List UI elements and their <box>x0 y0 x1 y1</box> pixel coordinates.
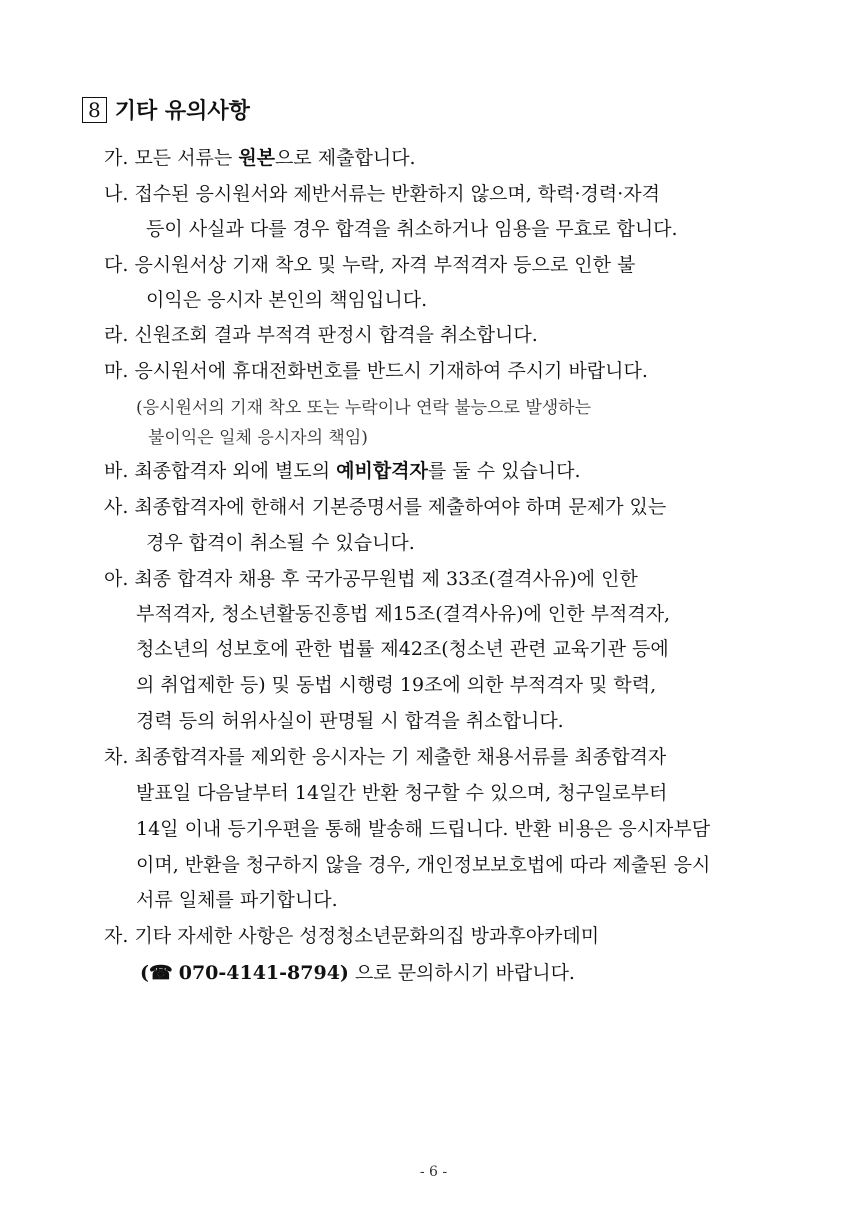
item-text: 기타 자세한 사항은 성정청소년문화의집 방과후아카데미 <box>134 925 600 947</box>
item-cha-cont-2: 14일 이내 등기우편을 통해 발송해 드립니다. 반환 비용은 응시자부담 <box>136 818 711 840</box>
item-da-cont: 이익은 응시자 본인의 책임입니다. <box>146 289 428 311</box>
item-cha-cont-4: 서류 일체를 파기합니다. <box>136 889 338 911</box>
item-sa <box>104 494 666 520</box>
item-text: 접수된 응시원서와 제반서류는 반환하지 않으며, 학력·경력·자격 <box>134 183 660 205</box>
item-text: 최종 합격자 채용 후 국가공무원법 제 33조(결격사유)에 인한 <box>134 568 638 590</box>
phone-paren: ( <box>140 962 149 984</box>
item-ma-note-2: 불이익은 일체 응시자의 책임) <box>148 428 368 448</box>
section-heading <box>82 94 250 125</box>
item-na-cont: 등이 사실과 다를 경우 합격을 취소하거나 임용을 무효로 합니다. <box>146 218 678 240</box>
item-ba <box>104 458 581 484</box>
item-ja <box>104 923 599 949</box>
item-text: 최종합격자 외에 별도의 <box>134 460 337 482</box>
item-a-cont-3: 의 취업제한 등) 및 동법 시행령 19조에 의한 부적격자 및 학력, <box>136 674 657 696</box>
item-ma <box>104 358 648 384</box>
section-number: 8 <box>82 97 107 123</box>
item-text: 으로 제출합니다. <box>275 147 416 169</box>
item-a-cont-4: 경력 등의 허위사실이 판명될 시 합격을 취소합니다. <box>136 710 564 732</box>
page-number: - 6 - <box>419 1164 448 1180</box>
item-text: 를 둘 수 있습니다. <box>427 460 581 482</box>
item-marker: 사. <box>104 496 129 518</box>
item-na <box>104 181 660 207</box>
section-title: 기타 유의사항 <box>114 98 250 124</box>
item-ra <box>104 322 538 348</box>
item-text: 모든 서류는 <box>134 147 239 169</box>
item-marker: 마. <box>104 360 129 382</box>
item-ja-cont <box>140 960 575 986</box>
item-ma-note-1: (응시원서의 기재 착오 또는 누락이나 연락 불능으로 발생하는 <box>136 398 592 418</box>
item-marker: 자. <box>104 925 129 947</box>
item-marker: 차. <box>104 746 129 768</box>
item-text: 신원조회 결과 부적격 판정시 합격을 취소합니다. <box>134 324 538 346</box>
item-cha <box>104 744 666 770</box>
item-text: 응시원서상 기재 착오 및 누락, 자격 부적격자 등으로 인한 불 <box>134 254 636 276</box>
item-da <box>104 252 635 278</box>
item-text: 최종합격자를 제외한 응시자는 기 제출한 채용서류를 최종합격자 <box>134 746 667 768</box>
item-a <box>104 566 638 592</box>
item-text: 최종합격자에 한해서 기본증명서를 제출하여야 하며 문제가 있는 <box>134 496 667 518</box>
item-marker: 가. <box>104 147 129 169</box>
phone-number: 070-4141-8794) <box>178 962 349 984</box>
item-cha-cont-1: 발표일 다음날부터 14일간 반환 청구할 수 있으며, 청구일로부터 <box>136 782 668 804</box>
phone-icon: ☎ <box>149 962 173 984</box>
item-text: 으로 문의하시기 바랍니다. <box>348 962 575 984</box>
item-marker: 나. <box>104 183 129 205</box>
item-bold-text: 원본 <box>238 147 276 169</box>
item-a-cont-2: 청소년의 성보호에 관한 법률 제42조(청소년 관련 교육기관 등에 <box>136 638 669 660</box>
item-marker: 아. <box>104 568 129 590</box>
item-marker: 다. <box>104 254 129 276</box>
item-bold-text: 예비합격자 <box>336 460 428 482</box>
item-cha-cont-3: 이며, 반환을 청구하지 않을 경우, 개인정보보호법에 따라 제출된 응시 <box>136 854 711 876</box>
item-ga <box>104 145 416 171</box>
item-a-cont-1: 부적격자, 청소년활동진흥법 제15조(결격사유)에 인한 부적격자, <box>136 603 671 625</box>
item-text: 응시원서에 휴대전화번호를 반드시 기재하여 주시기 바랍니다. <box>134 360 648 382</box>
item-sa-cont: 경우 합격이 취소될 수 있습니다. <box>146 532 415 554</box>
item-marker: 바. <box>104 460 129 482</box>
item-marker: 라. <box>104 324 129 346</box>
